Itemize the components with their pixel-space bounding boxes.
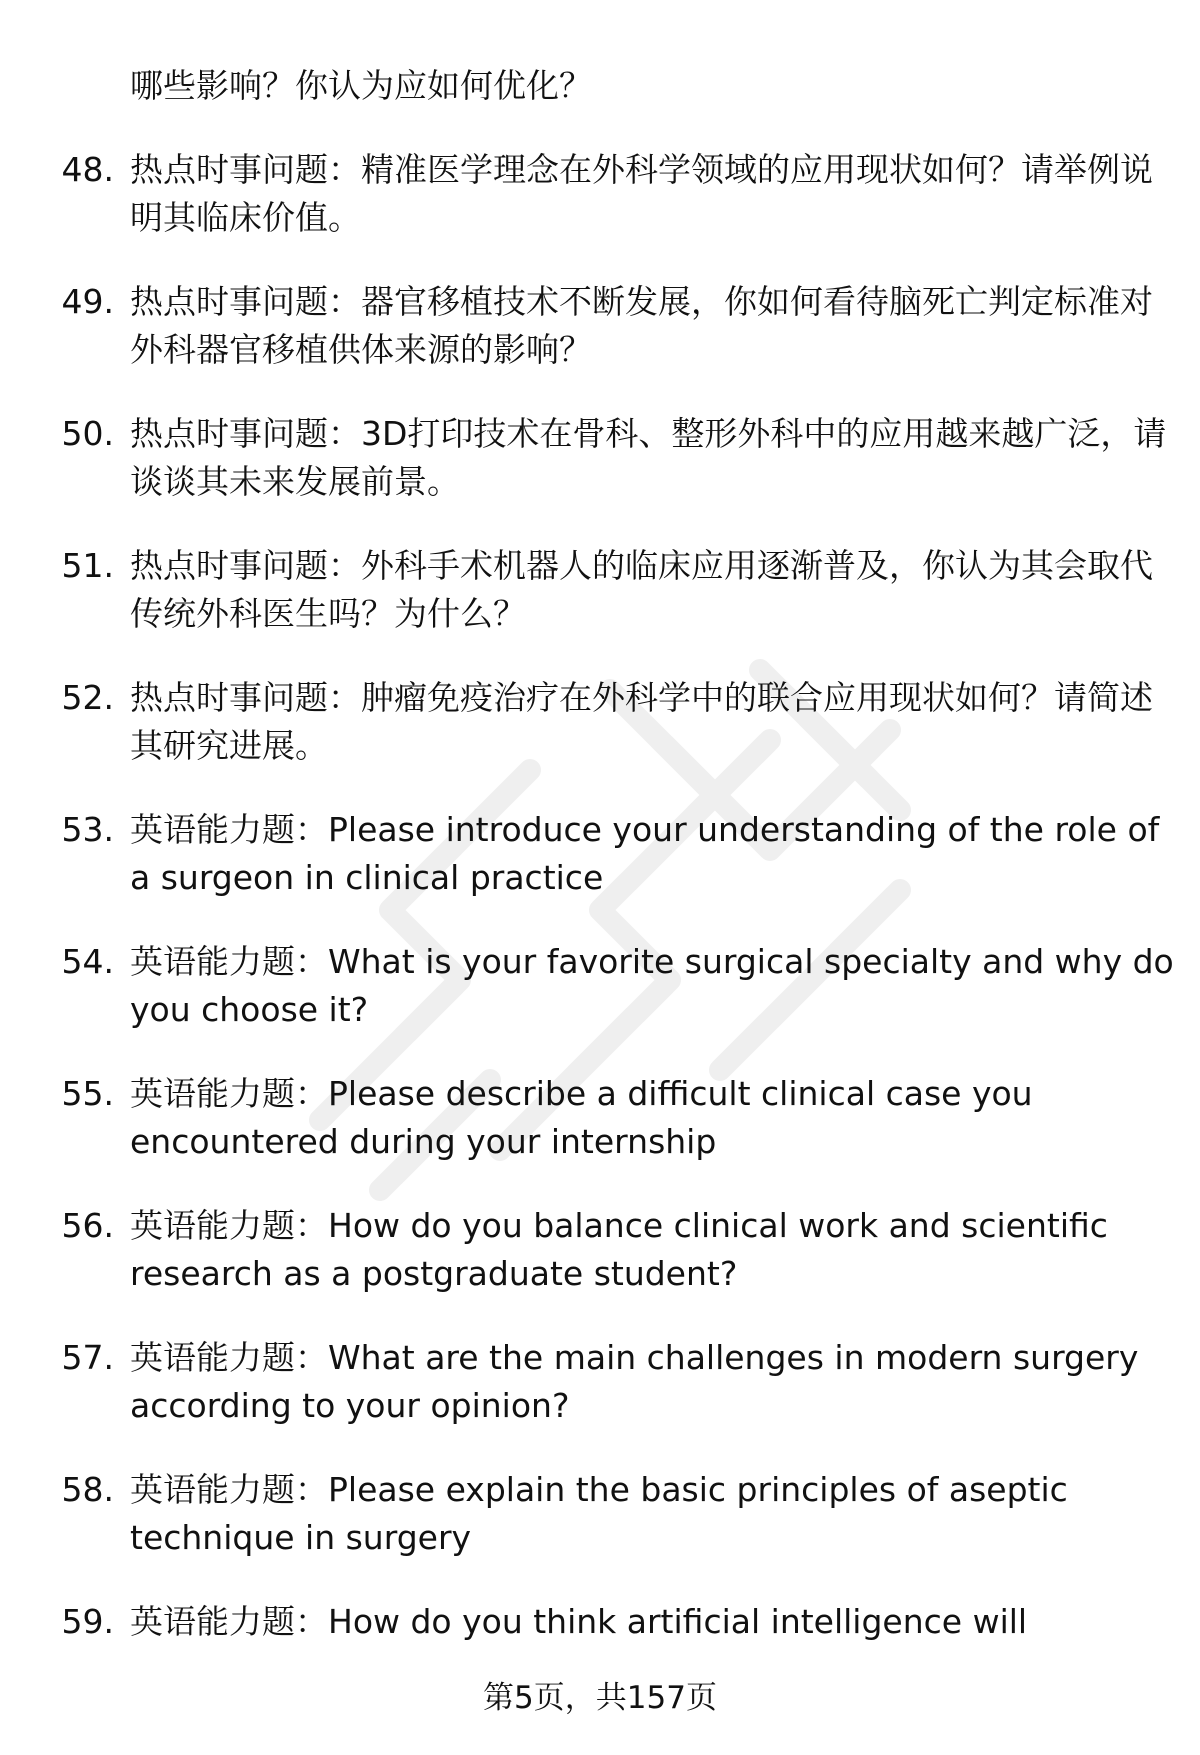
item-text: 热点时事问题：3D打印技术在骨科、整形外科中的应用越来越广泛，请谈谈其未来发展前景。 — [130, 414, 1167, 501]
item-number: 52. — [61, 678, 114, 717]
item-number: 56. — [61, 1206, 114, 1245]
item-text: 热点时事问题：肿瘤免疫治疗在外科学中的联合应用现状如何？请简述其研究进展。 — [130, 678, 1153, 765]
item-text: 英语能力题：Please introduce your understanding of the role of a surgeon in clinical practice — [130, 810, 1160, 897]
item-number: 59. — [61, 1602, 114, 1641]
item-number: 53. — [61, 810, 114, 849]
list-item — [0, 1070, 1200, 1166]
item-text: 热点时事问题：外科手术机器人的临床应用逐渐普及，你认为其会取代传统外科医生吗？为什么？ — [130, 546, 1153, 633]
item-text: 英语能力题：How do you think artificial intelligence will — [130, 1602, 1028, 1641]
item-text: 热点时事问题：精准医学理念在外科学领域的应用现状如何？请举例说明其临床价值。 — [130, 150, 1153, 237]
item-text: 英语能力题：How do you balance clinical work and scientific research as a postgraduate student? — [130, 1206, 1108, 1293]
list-item — [0, 806, 1200, 902]
item-text: 英语能力题：What is your favorite surgical specialty and why do you choose it? — [130, 942, 1174, 1029]
document-body — [0, 62, 1200, 1682]
list-item — [0, 1466, 1200, 1562]
list-item — [0, 1202, 1200, 1298]
list-item — [0, 938, 1200, 1034]
item-text: 英语能力题：Please explain the basic principles of aseptic technique in surgery — [130, 1470, 1068, 1557]
page-footer: 第5页，共157页 — [483, 1680, 717, 1716]
item-text: 热点时事问题：器官移植技术不断发展，你如何看待脑死亡判定标准对外科器官移植供体来源的影响？ — [130, 282, 1153, 369]
list-item — [0, 1334, 1200, 1430]
item-number: 54. — [61, 942, 114, 981]
item-number: 48. — [61, 150, 114, 189]
item-number: 55. — [61, 1074, 114, 1113]
item-text: 英语能力题：Please describe a difficult clinical case you encountered during your internship — [130, 1074, 1033, 1161]
item-number: 51. — [61, 546, 114, 585]
continued-question-text: 哪些影响？你认为应如何优化？ — [130, 66, 592, 105]
item-number: 57. — [61, 1338, 114, 1377]
item-number: 50. — [61, 414, 114, 453]
list-item — [0, 278, 1200, 374]
list-item — [0, 542, 1200, 638]
list-item — [0, 146, 1200, 242]
item-number: 49. — [61, 282, 114, 321]
list-item — [0, 410, 1200, 506]
list-item — [0, 1598, 1200, 1646]
list-item — [0, 674, 1200, 770]
item-number: 58. — [61, 1470, 114, 1509]
item-text: 英语能力题：What are the main challenges in modern surgery according to your opinion? — [130, 1338, 1139, 1425]
